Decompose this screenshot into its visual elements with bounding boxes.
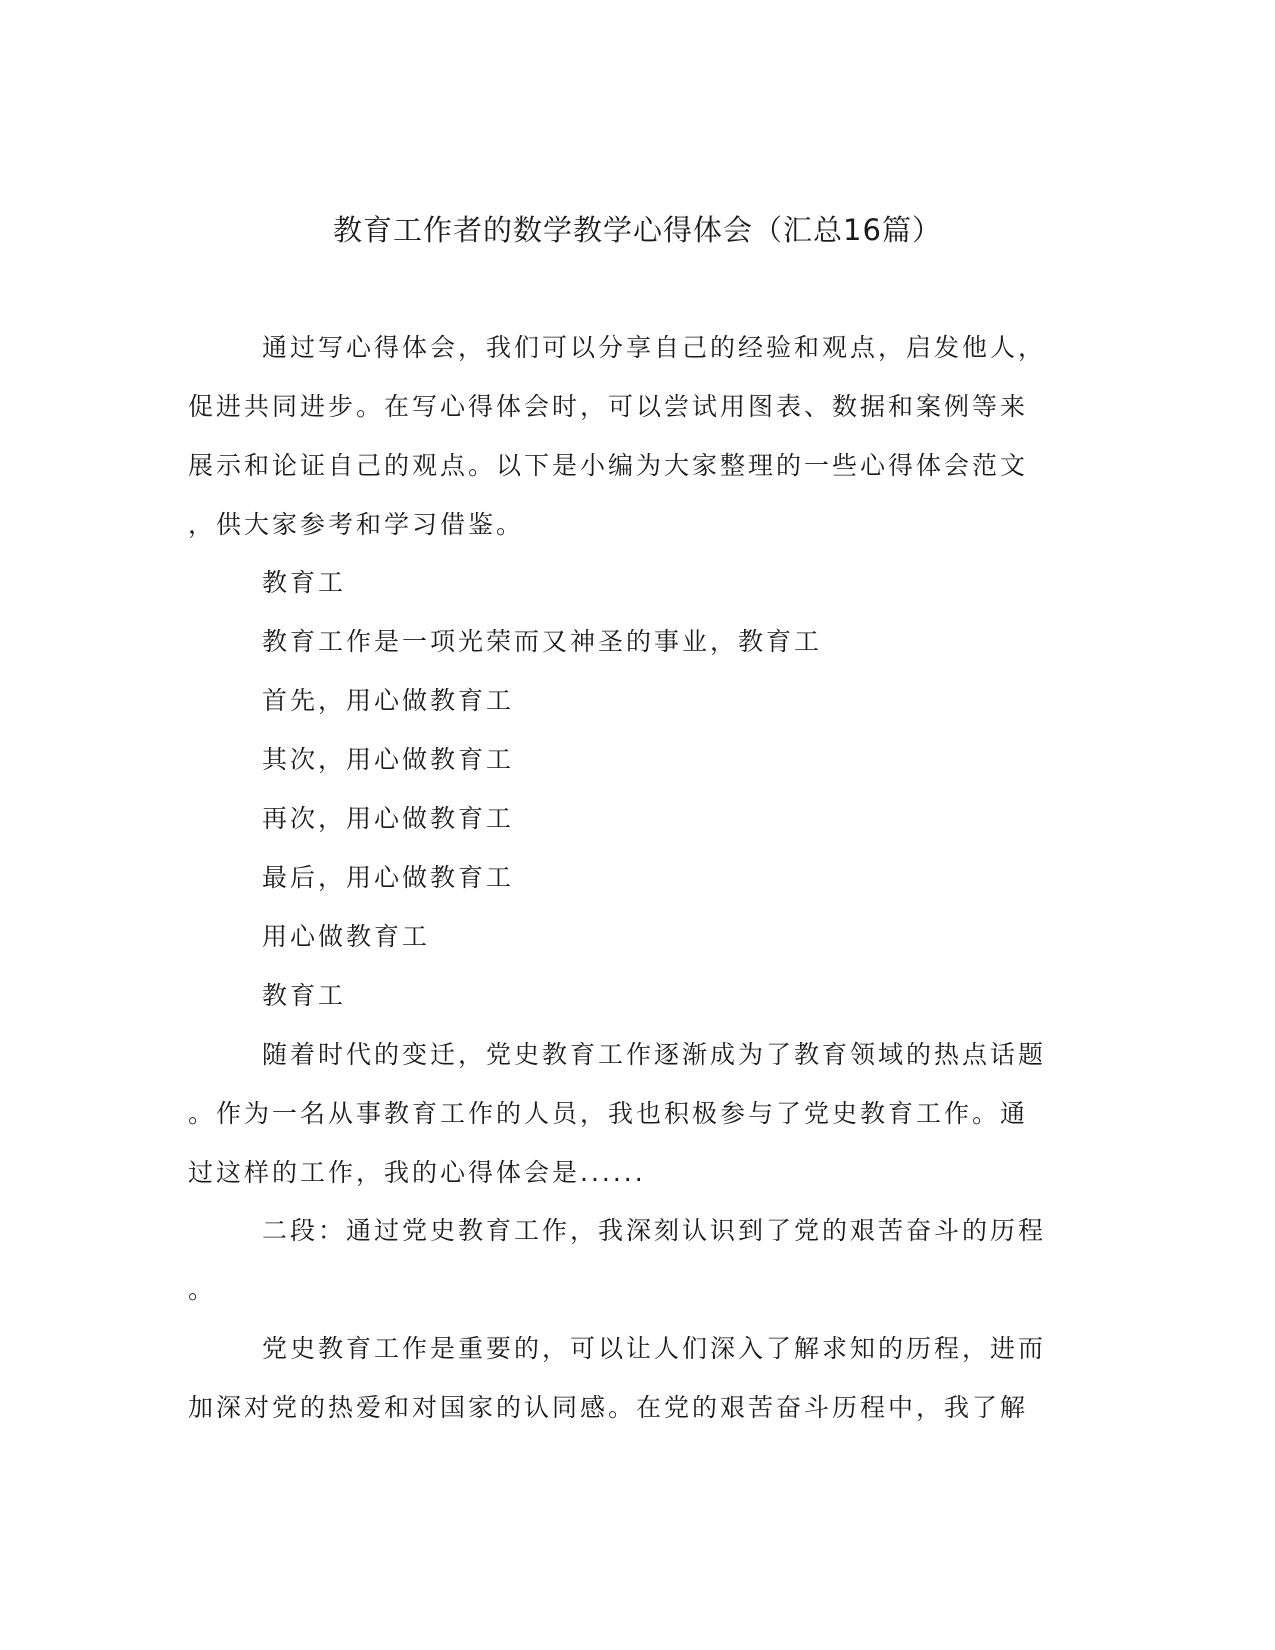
- paragraph-line: 用心做教育工: [262, 922, 431, 951]
- paragraph-line: 随着时代的变迁，党史教育工作逐渐成为了教育领域的热点话题: [262, 1040, 1047, 1069]
- paragraph-line: 二段：通过党史教育工作，我深刻认识到了党的艰苦奋斗的历程: [262, 1216, 1047, 1245]
- paragraph-line: 。: [188, 1275, 217, 1304]
- paragraph-line: 加深对党的热爱和对国家的认同感。在党的艰苦奋斗历程中，我了解: [188, 1393, 1029, 1422]
- paragraph-line: 过这样的工作，我的心得体会是......: [188, 1158, 646, 1187]
- paragraph-line: 教育工: [262, 981, 347, 1010]
- paragraph-line: 首先，用心做教育工: [262, 686, 515, 715]
- paragraph-line: 展示和论证自己的观点。以下是小编为大家整理的一些心得体会范文: [188, 451, 1029, 480]
- paragraph-line: 教育工作是一项光荣而又神圣的事业，教育工: [262, 627, 823, 656]
- paragraph-line: 最后，用心做教育工: [262, 863, 515, 892]
- document-title: 教育工作者的数学教学心得体会（汇总16篇）: [333, 213, 942, 247]
- paragraph-line: 促进共同进步。在写心得体会时，可以尝试用图表、数据和案例等来: [188, 392, 1029, 421]
- paragraph-line: 其次，用心做教育工: [262, 745, 515, 774]
- paragraph-line: 党史教育工作是重要的，可以让人们深入了解求知的历程，进而: [262, 1334, 1047, 1363]
- paragraph-line: 教育工: [262, 568, 347, 597]
- paragraph-line: 再次，用心做教育工: [262, 804, 515, 833]
- paragraph-line: ，供大家参考和学习借鉴。: [188, 510, 525, 539]
- paragraph-line: 通过写心得体会，我们可以分享自己的经验和观点，启发他人，: [262, 333, 1047, 362]
- paragraph-line: 。作为一名从事教育工作的人员，我也积极参与了党史教育工作。通: [188, 1099, 1029, 1128]
